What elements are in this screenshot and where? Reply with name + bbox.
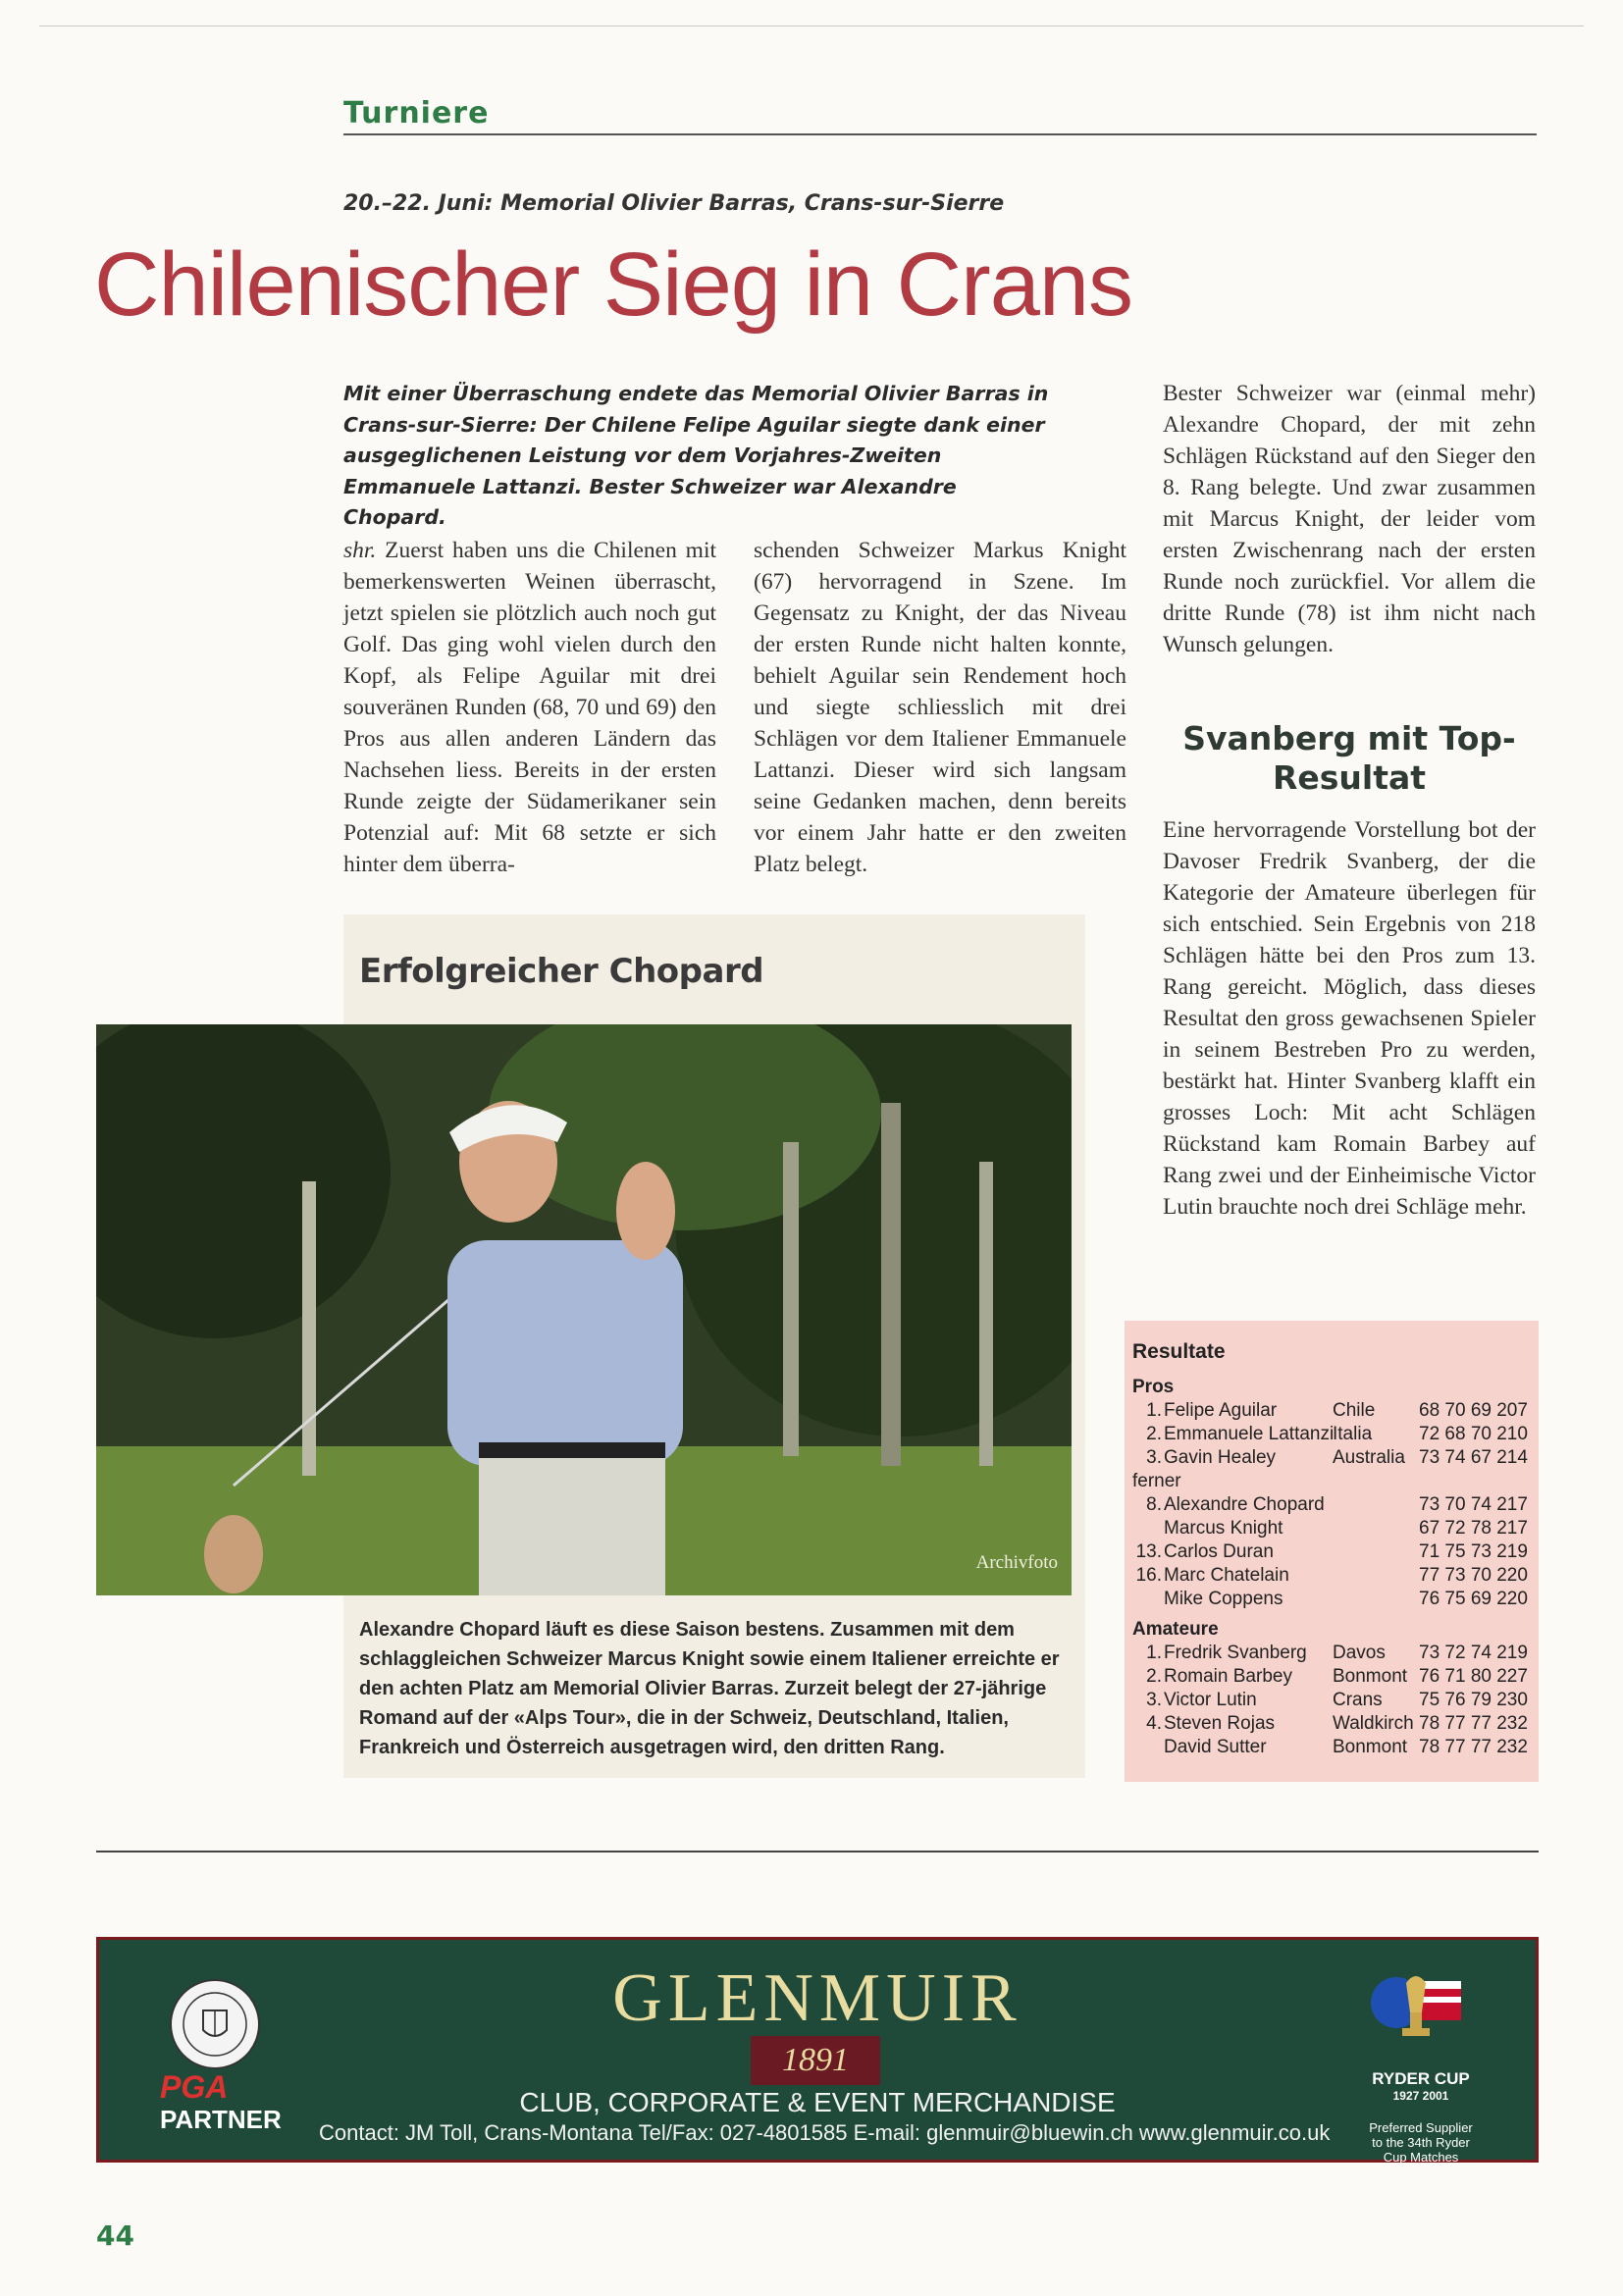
body-column-1: [343, 535, 716, 880]
glenmuir-advertisement[interactable]: [96, 1937, 1539, 2163]
table-row: 2. Emmanuele Lattanzi Italia 72 68 70 210: [1146, 1424, 1528, 1444]
ryder-cup-logo-icon: [1367, 1963, 1465, 2071]
table-row: 13. Carlos Duran 71 75 73 219: [1135, 1541, 1528, 1562]
bottom-rule: [96, 1851, 1539, 1852]
ad-contact: Contact: JM Toll, Crans-Montana Tel/Fax: 027-4801585 E-mail: glenmuir@bluewin.ch www.glenmuir.co.uk: [319, 2120, 1331, 2145]
pga-partner-label: PARTNER: [160, 2105, 282, 2134]
golfer-photo: [96, 1024, 1072, 1595]
article-headline: Chilenischer Sieg in Crans: [94, 235, 1133, 335]
ryder-cup-label: RYDER CUP: [1372, 2069, 1470, 2088]
ad-year: 1891: [751, 2036, 880, 2085]
photo-title: Erfolgreicher Chopard: [359, 952, 764, 991]
body-column-2: schenden Schweizer Markus Knight (67) hervorragend in Szene. Im Gegensatz zu Knight, der das Niveau der ersten Runde nicht halten konnte, behielt Aguilar sein Rendement hoch und siegte schliesslich mit drei Schlägen vor dem Italiener Emmanuele Lattanzi. Dieser wird sich langsam seine Gedanken machen, denn bereits vor einem Jahr hatte er den zweiten Platz belegt.: [754, 538, 1126, 877]
section-rule: [343, 133, 1537, 135]
section-label: Turniere: [343, 96, 490, 130]
ryder-cup-years: 1927 2001: [1392, 2089, 1449, 2103]
author-initials: shr.: [343, 538, 377, 563]
table-row: 16. Marc Chatelain 77 73 70 220: [1135, 1565, 1528, 1586]
table-row: 4. Steven Rojas Waldkirch 78 77 77 232: [1146, 1713, 1528, 1734]
table-row: 3. Gavin Healey Australia 73 74 67 214: [1146, 1447, 1528, 1468]
table-row: 1. Fredrik Svanberg Davos 73 72 74 219: [1146, 1643, 1528, 1663]
body-column-3b: Eine hervorragende Vorstellung bot der Davoser Fredrik Svanberg, der die Kategorie der Amateure überlegen für sich entschied. Sein Ergebnis von 218 Schlägen hätte bei den Pros zum 13. Rang gereicht. Möglich, dass dieses Resultat den gross gewachsenen Spieler in seinem Bestreben Pro zu werden, bestärkt hat. Hinter Svanberg klafft ein grosses Loch: Mit acht Schlägen Rückstand kam Romain Barbey auf Rang zwei und der Einheimische Victor Lutin brauchte noch drei Schläge mehr.: [1163, 817, 1536, 1220]
table-row: 2. Romain Barbey Bonmont 76 71 80 227: [1146, 1666, 1528, 1687]
table-row: 1. Felipe Aguilar Chile 68 70 69 207: [1146, 1400, 1528, 1421]
results-pros-label: Pros: [1132, 1377, 1175, 1397]
results-other-label: ferner: [1132, 1471, 1181, 1491]
ryder-cup-supplier-note: Preferred Supplier to the 34th Ryder Cup Matches: [1369, 2120, 1473, 2165]
results-title: Resultate: [1132, 1340, 1226, 1363]
photo-caption: Alexandre Chopard läuft es diese Saison bestens. Zusammen mit dem schlaggleichen Schweizer Marcus Knight sowie einem Italiener erreichte er den achten Platz am Memorial Olivier Barras. Zurzeit belegt der 27-jährige Romand auf der «Alps Tour», die in der Schweiz, Deutschland, Italien, Frankreich und Österreich ausgetragen wird, den dritten Rang.: [359, 1619, 1060, 1758]
photo-credit: Archivfoto: [975, 1552, 1058, 1573]
table-row: 8. Alexandre Chopard 73 70 74 217: [1146, 1494, 1528, 1515]
body-text-1: Zuerst haben uns die Chilenen mit bemerkenswerten Weinen überrascht, jetzt spielen sie plötzlich auch noch gut Golf. Das ging wohl vielen durch den Kopf, als Felipe Aguilar mit drei souveränen Runden (68, 70 und 69) den Pros aus allen anderen Ländern das Nachsehen liess. Bereits in der ersten Runde zeigte der Südamerikaner sein Potenzial auf: Mit 68 setzte er sich hinter dem überra-: [343, 538, 717, 877]
article-lead: Mit einer Überraschung endete das Memorial Olivier Barras in Crans-sur-Sierre: Der Chilene Felipe Aguilar siegte dank einer ausgeglichenen Leistung vor dem Vorjahres-Zweiten Emmanuele Lattanzi. Bester Schweizer war Alexandre Chopard.: [343, 382, 1049, 529]
table-row: Marcus Knight 67 72 78 217: [1164, 1518, 1528, 1539]
body-column-3: Bester Schweizer war (einmal mehr) Alexandre Chopard, der mit zehn Schlägen Rückstand auf den Sieger den 8. Rang belegte. Und zwar zusammen mit Marcus Knight, der leider vom ersten Zwischenrang nach der ersten Runde noch zurückfiel. Vor allem die dritte Runde (78) ist ihm nicht nach Wunsch gelungen.: [1163, 381, 1536, 657]
golfer-illustration: [96, 1024, 1072, 1595]
article-kicker: 20.–22. Juni: Memorial Olivier Barras, Crans-sur-Sierre: [343, 191, 1005, 216]
results-amateurs-label: Amateure: [1132, 1619, 1219, 1640]
ad-tagline: CLUB, CORPORATE & EVENT MERCHANDISE: [519, 2087, 1116, 2117]
pga-wordmark: PGA: [160, 2069, 229, 2105]
page-number: 44: [96, 2219, 134, 2252]
table-row: 3. Victor Lutin Crans 75 76 79 230: [1146, 1690, 1528, 1710]
ad-brand: GLENMUIR: [612, 1960, 1022, 2036]
results-box: [1125, 1321, 1539, 1782]
table-row: Mike Coppens 76 75 69 220: [1164, 1589, 1528, 1609]
table-row: David Sutter Bonmont 78 77 77 232: [1164, 1737, 1528, 1757]
subheading: Svanberg mit Top-Resultat: [1182, 719, 1516, 797]
